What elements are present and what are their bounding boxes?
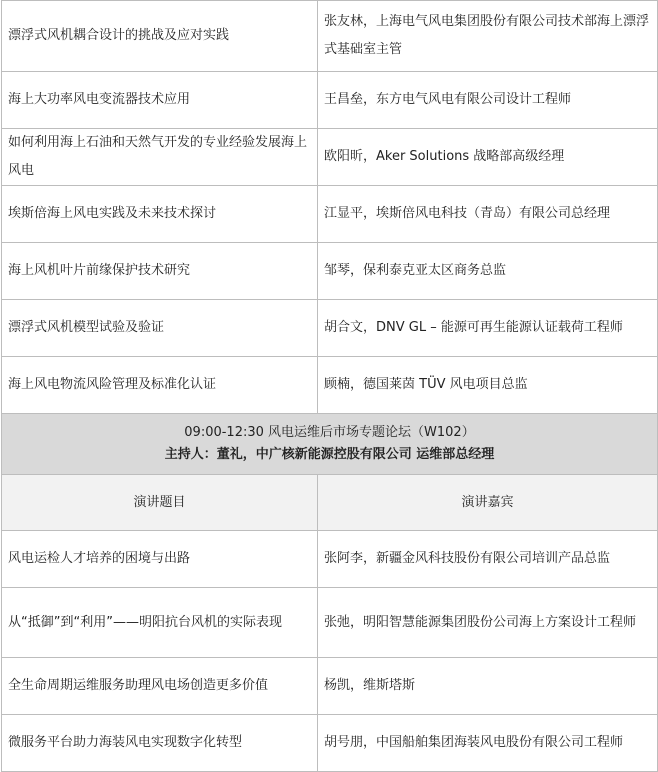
topic-cell: 海上大功率风电变流器技术应用 — [2, 72, 318, 129]
speaker-cell: 张阿李，新疆金风科技股份有限公司培训产品总监 — [318, 531, 658, 588]
speaker-cell: 张弛，明阳智慧能源集团股份公司海上方案设计工程师 — [318, 588, 658, 658]
session-title: 09:00-12:30 风电运维后市场专题论坛（W102） — [184, 425, 475, 440]
session-host: 主持人：董礼，中广核新能源控股有限公司 运维部总经理 — [164, 447, 495, 462]
table-row — [2, 531, 658, 588]
speaker-cell: 王昌垒，东方电气风电有限公司设计工程师 — [318, 72, 658, 129]
topic-cell: 海上风机叶片前缘保护技术研究 — [2, 243, 318, 300]
column-header-row — [2, 475, 658, 531]
speaker-cell: 胡号朋，中国船舶集团海装风电股份有限公司工程师 — [318, 715, 658, 772]
speaker-cell: 顾楠，德国莱茵 TÜV 风电项目总监 — [318, 357, 658, 414]
table-row — [2, 588, 658, 658]
speaker-cell: 江显平，埃斯倍风电科技（青岛）有限公司总经理 — [318, 186, 658, 243]
table-row — [2, 186, 658, 243]
agenda-table — [1, 0, 658, 772]
table-row — [2, 300, 658, 357]
topic-cell: 漂浮式风机耦合设计的挑战及应对实践 — [2, 1, 318, 72]
topic-cell: 海上风电物流风险管理及标准化认证 — [2, 357, 318, 414]
table-row — [2, 715, 658, 772]
table-row — [2, 1, 658, 72]
topic-cell: 风电运检人才培养的困境与出路 — [2, 531, 318, 588]
table-row — [2, 658, 658, 715]
table-row — [2, 72, 658, 129]
topic-cell: 如何利用海上石油和天然气开发的专业经验发展海上风电 — [2, 129, 318, 186]
topic-cell: 漂浮式风机模型试验及验证 — [2, 300, 318, 357]
speaker-cell: 胡合文，DNV GL – 能源可再生能源认证载荷工程师 — [318, 300, 658, 357]
column-header-speaker: 演讲嘉宾 — [318, 475, 658, 531]
session-header-row — [2, 414, 658, 475]
speaker-cell: 邹琴，保利泰克亚太区商务总监 — [318, 243, 658, 300]
topic-cell: 微服务平台助力海装风电实现数字化转型 — [2, 715, 318, 772]
topic-cell: 全生命周期运维服务助理风电场创造更多价值 — [2, 658, 318, 715]
table-row — [2, 243, 658, 300]
table-row — [2, 357, 658, 414]
topic-cell: 从“抵御”到“利用”——明阳抗台风机的实际表现 — [2, 588, 318, 658]
topic-cell: 埃斯倍海上风电实践及未来技术探讨 — [2, 186, 318, 243]
speaker-cell: 张友林，上海电气风电集团股份有限公司技术部海上漂浮式基础室主管 — [318, 1, 658, 72]
table-row — [2, 129, 658, 186]
session-header — [2, 414, 658, 475]
speaker-cell: 欧阳昕，Aker Solutions 战略部高级经理 — [318, 129, 658, 186]
column-header-topic: 演讲题目 — [2, 475, 318, 531]
speaker-cell: 杨凯，维斯塔斯 — [318, 658, 658, 715]
